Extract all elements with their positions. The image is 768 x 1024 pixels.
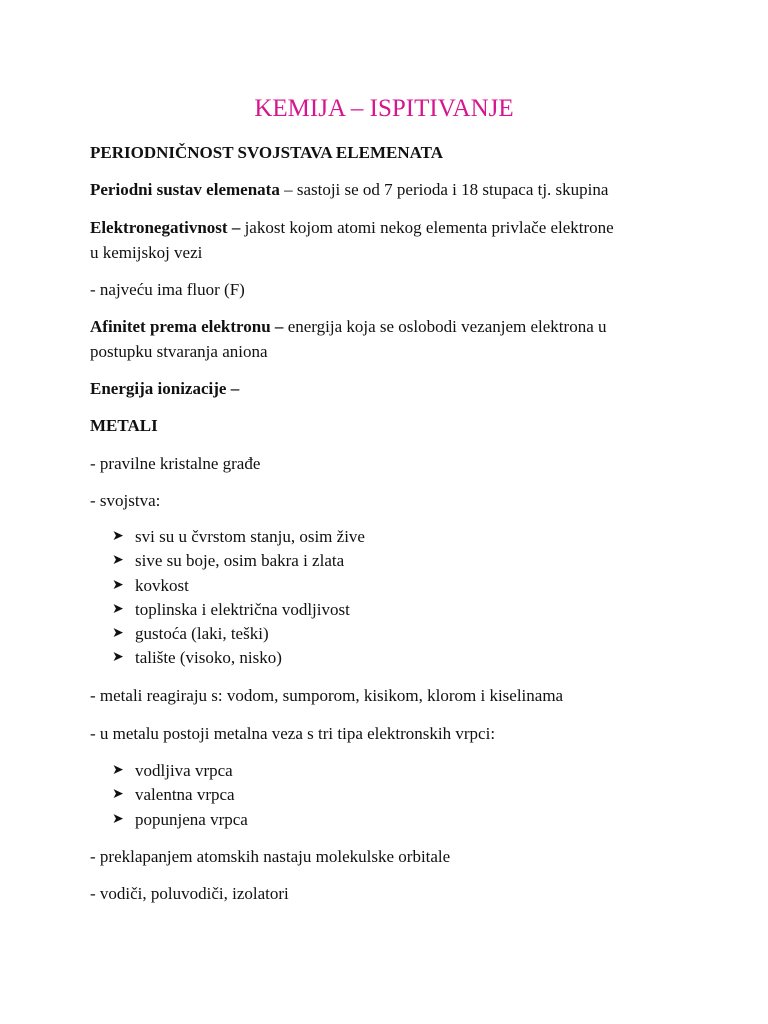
term-energija-ionizacije: Energija ionizacije – — [90, 379, 240, 398]
fluor-line: - najveću ima fluor (F) — [90, 280, 245, 299]
arrow-bullet-icon: ➤ — [112, 763, 124, 778]
term-periodni-sustav: Periodni sustav elemenata — [90, 180, 280, 199]
list-item — [112, 622, 365, 646]
arrow-bullet-icon: ➤ — [112, 577, 124, 593]
arrow-bullet-icon: ➤ — [112, 626, 124, 642]
list-item — [112, 783, 248, 807]
list-item-text: svi su u čvrstom stanju, osim žive — [135, 527, 365, 546]
arrow-bullet-icon: ➤ — [112, 787, 124, 803]
definition-periodni-sustav: – sastoji se od 7 perioda i 18 stupaca tj. skupina — [279, 180, 609, 199]
metalna-veza-line: - u metalu postoji metalna veza s tri tipa elektronskih vrpci: — [90, 724, 496, 743]
svojstva-list — [112, 525, 365, 671]
paragraph-elektronegativnost-line-1 — [90, 216, 690, 240]
arrow-bullet-icon: ➤ — [112, 601, 124, 617]
term-elektronegativnost: Elektronegativnost – — [90, 218, 241, 237]
paragraph-afinitet-line-1 — [90, 315, 690, 339]
definition-afinitet-1: energija koja se oslobodi vezanjem elektrona u — [283, 317, 607, 336]
definition-elektronegativnost-1: jakost kojom atomi nekog elementa privlače elektrone — [240, 218, 614, 237]
term-afinitet: Afinitet prema elektronu – — [90, 317, 284, 336]
list-item-text: valentna vrpca — [135, 785, 235, 805]
list-item — [112, 646, 365, 670]
list-item-text: sive su boje, osim bakra i zlata — [135, 551, 345, 571]
list-item — [112, 598, 365, 622]
list-item — [112, 759, 248, 783]
list-item-text: kovkost — [135, 575, 189, 595]
list-item-text: popunjena vrpca — [135, 809, 248, 829]
list-item — [112, 574, 365, 598]
definition-afinitet-2: postupku stvaranja aniona — [90, 342, 268, 361]
section-heading-metali: METALI — [90, 416, 158, 435]
list-item-text: toplinska i električna vodljivost — [135, 599, 350, 619]
document-title: KEMIJA – ISPITIVANJE — [254, 95, 514, 122]
definition-elektronegativnost-2: u kemijskoj vezi — [90, 243, 203, 262]
arrow-bullet-icon: ➤ — [112, 529, 124, 544]
list-item — [112, 549, 365, 573]
orbitale-line: - preklapanjem atomskih nastaju molekulske orbitale — [90, 847, 451, 866]
arrow-bullet-icon: ➤ — [112, 811, 124, 827]
vrpce-list — [112, 759, 248, 832]
metali-svojstva-line: - svojstva: — [90, 491, 161, 510]
list-item — [112, 808, 248, 832]
paragraph-periodni-sustav — [90, 178, 690, 202]
list-item-text: gustoća (laki, teški) — [135, 624, 269, 644]
metali-kristalna-line: - pravilne kristalne građe — [90, 454, 261, 473]
list-item-text: talište (visoko, nisko) — [135, 648, 282, 668]
arrow-bullet-icon: ➤ — [112, 553, 124, 569]
arrow-bullet-icon: ➤ — [112, 650, 124, 666]
vodici-line: - vodiči, poluvodiči, izolatori — [90, 884, 289, 903]
metali-reagiraju-line: - metali reagiraju s: vodom, sumporom, kisikom, klorom i kiselinama — [90, 686, 564, 705]
list-item-text: vodljiva vrpca — [135, 761, 233, 780]
section-heading-periodicnost: PERIODNIČNOST SVOJSTAVA ELEMENATA — [90, 143, 443, 162]
list-item — [112, 525, 365, 549]
